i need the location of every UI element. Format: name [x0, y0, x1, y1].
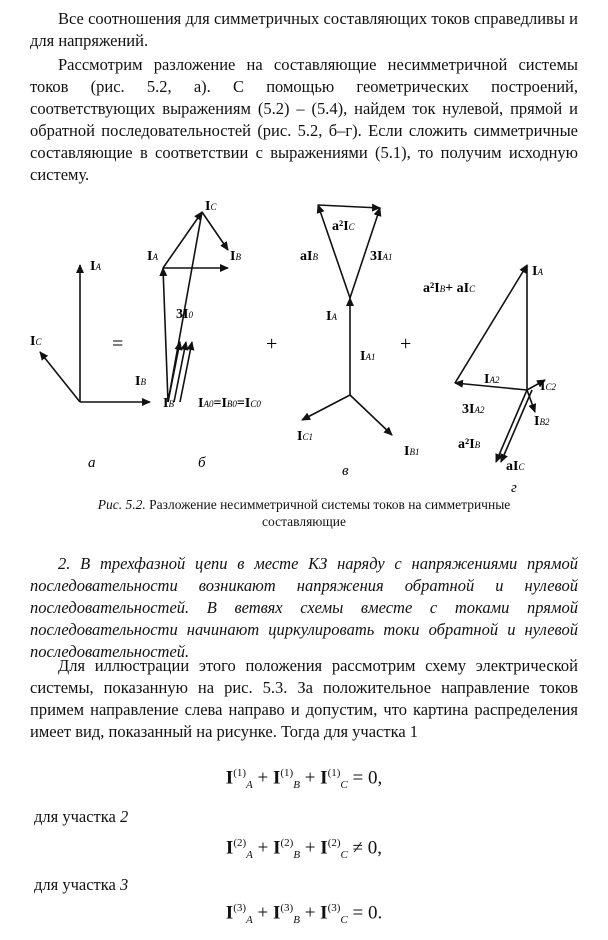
label-ia1: IA1 [360, 349, 376, 364]
section-3-label: для участка 3 [34, 875, 129, 894]
vector-i0-2 [174, 342, 186, 402]
label-3i0: 3I0 [176, 307, 193, 322]
label-aic: aIC [506, 459, 525, 474]
label-ib2: IB2 [534, 414, 550, 429]
vector-ib-b-2 [202, 212, 228, 250]
figure-caption [60, 496, 548, 530]
label-ib-b: IB [230, 249, 241, 264]
equals-sign: = [112, 333, 124, 355]
vector-i0-1 [168, 342, 180, 402]
caption-label: Рис. 5.2. [97, 497, 146, 512]
label-3ia1: 3IA1 [370, 249, 393, 264]
vector-i0-3 [180, 342, 192, 402]
equation-3: $I^{(3)}_A + I^{(3)}_B + I^{(3)}_C = 0$. [225, 902, 383, 927]
label-ib-a: IB [135, 374, 146, 389]
label-ib-zero: IB [163, 396, 174, 411]
plus-sign-2: + [400, 333, 412, 355]
paragraph-4: Для иллюстрации этого положения рассмотрим схему электрической системы, показанную на рис. 5.3. За положительное направление токов примем направление слева направо и допустим, что картина распределения имеет вид, показанный на рисунке. Тогда для участка 1 [30, 656, 578, 741]
vector-ic-a [40, 352, 80, 402]
paragraph-1: Все соотношения для симметричных составляющих токов справедливы и для напряжений. [30, 9, 578, 50]
figure-5-2 [0, 190, 608, 495]
section-2-label: для участка 2 [34, 807, 129, 826]
label-ia-v: IA [326, 309, 337, 324]
vector-ib1 [350, 395, 392, 435]
vector-a2ib [496, 390, 527, 462]
label-3ia2: 3IA2 [462, 402, 485, 417]
vector-ic1 [302, 395, 350, 420]
paragraph-2: Рассмотрим разложение на составляющие несимметричной системы токов (рис. 5.2, а). С помощью геометрических построений, соответствующих выражениям (5.2) – (5.4), найдем ток нулевой, прямой и обратной последовательностей (рис. 5.2, б–г). Если сложить симметричные составляющие в соответствии с выражениями (5.1), то получим исходную систему. [30, 55, 578, 184]
label-ic-a: IC [30, 334, 42, 349]
label-a2ib-aic: a²IB+ aIC [423, 281, 476, 296]
label-ia-a: IA [90, 259, 101, 274]
vector-ia-b [163, 268, 168, 402]
label-ia-g: IA [532, 264, 543, 279]
sublabel-a: а [88, 455, 96, 471]
label-aib: aIB [300, 249, 318, 264]
label-a2ib: a²IB [458, 437, 481, 452]
caption-text: Разложение несимметричной системы токов на симметричные составляющие [149, 497, 511, 529]
sublabel-b: б [198, 455, 206, 471]
sublabel-v: в [342, 463, 349, 479]
equation-2: $I^{(2)}_A + I^{(2)}_B + I^{(2)}_C \ne 0$, [225, 837, 383, 862]
equation-1: $I^{(1)}_A + I^{(1)}_B + I^{(1)}_C = 0$, [225, 767, 383, 792]
label-ic-b: IC [205, 199, 217, 214]
vector-aic [501, 390, 532, 462]
label-ic1: IC1 [297, 429, 313, 444]
paragraph-3: 2. В трехфазной цепи в месте КЗ наряду с напряжениями прямой последовательности возникают напряжения обратной и нулевой последовательностей. В ветвях схемы вместе с токами прямой последовательности начинают циркулировать токи обратной и нулевой последовательностей. [30, 554, 578, 661]
label-a2ic: a²IC [332, 219, 355, 234]
label-zero-equality: IA0=IB0=IC0 [198, 396, 261, 411]
vector-a2ic [318, 205, 380, 208]
label-ic2: IC2 [540, 379, 556, 394]
sublabel-g: г [511, 480, 517, 495]
label-ia-b: IA [147, 249, 158, 264]
label-ib1: IB1 [404, 444, 420, 459]
label-ia2: IA2 [484, 372, 500, 387]
plus-sign-1: + [266, 333, 278, 355]
vector-ic-b [163, 212, 202, 268]
